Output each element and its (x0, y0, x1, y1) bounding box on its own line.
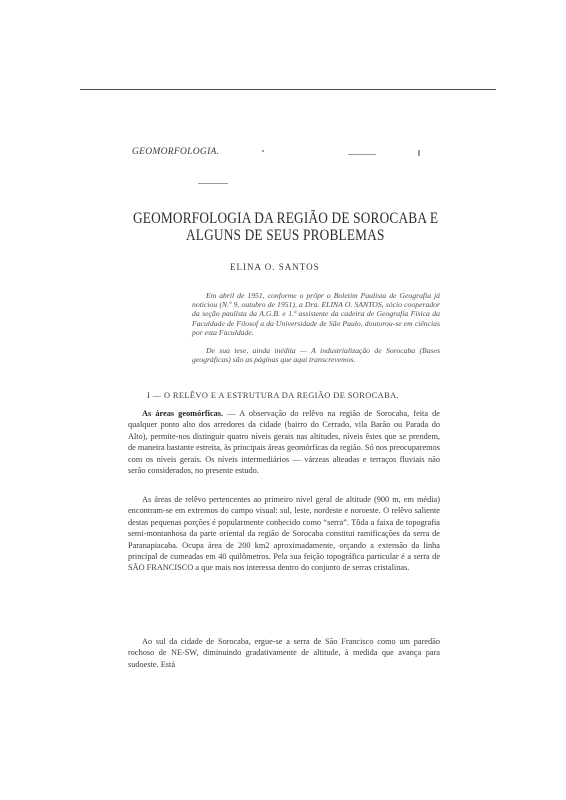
article-title-line-2: ALGUNS DE SEUS PROBLEMAS (186, 227, 385, 244)
paragraph-2: As áreas de relêvo pertencentes ao primeiro nível geral de altitude (900 m, em média) encontram-se em extremos do campo visual: sul, leste, nordeste e noroeste. O relêvo saliente destas pequenas porções é popularmente conhecido como “serra”. Tôda a faixa de topografia semi-montanhosa da parte oriental da região de Sorocaba constitui ramificações da serra de Paranapiacaba. Ocupa área de 200 km2 aproximadamente, orçando a extensão da linha principal de cumeadas em 40 quilômetros. Pela sua feição topográfica particular é a serra de SÃO FRANCISCO a que mais nos interessa dentro do conjunto de serras cristalinas. (128, 495, 440, 573)
author: ELINA O. SANTOS (230, 262, 320, 272)
article-title-line-1: GEOMORFOLOGIA DA REGIÃO DE SOROCABA E (133, 210, 439, 227)
section-heading: I — O RELÊVO E A ESTRUTURA DA REGIÃO DE SOROCABA. (147, 391, 400, 400)
thesis-note: De sua tese, ainda inédita — A industrialização de Sorocaba (Bases geográficas) são as páginas que aqui transcrevemos. (192, 346, 440, 365)
scan-speck (262, 150, 264, 152)
paragraph-lead: As áreas geomórficas. (142, 409, 224, 418)
scan-speck (418, 150, 420, 156)
top-rule (80, 89, 496, 90)
scan-speck (348, 154, 376, 155)
scan-speck (198, 183, 228, 184)
paragraph-1 (128, 408, 440, 476)
section-label: GEOMORFOLOGIA. (132, 147, 220, 157)
paragraph-3: Ao sul da cidade de Sorocaba, ergue-se a serra de São Francisco como um paredão rochoso de NE-SW, diminuindo gradativamente de altitude, à medida que avança para sudoeste. Está (128, 637, 440, 669)
paragraph-1-text: — A observação do relêvo na região de Sorocaba, feita de qualquer ponto alto dos arredores da cidade (bairro do Cerrado, vila Barão ou Parada do Alto), permite-nos distinguir quatro níveis gerais nas altitudes, níveis êstes que se prendem, de maneira bastante estreita, às principais áreas geomórficas da região. Só nos preocuparemos com os níveis gerais. Os níveis intermediários — várzeas alteadas e terraços fluviais não serão considerados, no presente estudo. (128, 409, 440, 476)
editorial-note: Em abril de 1951, conforme o prôpr o Boletim Paulista de Geografia já noticiou (N.º 9, outubro de 1951), a Dra. ELINA O. SANTOS, sócio cooperador da seção paulista da A.G.B. e 1.ª assistente da cadeira de Geografia Física da Faculdade de Filosof a da Universidade de São Paulo, doutorou-se em ciências por esta Faculdade. (192, 291, 440, 337)
